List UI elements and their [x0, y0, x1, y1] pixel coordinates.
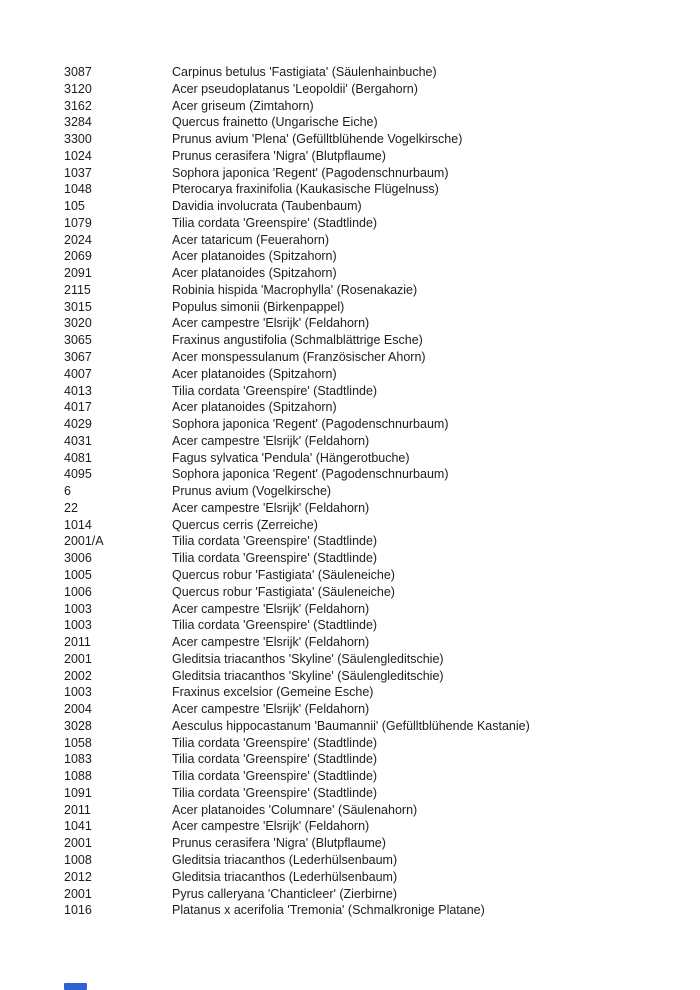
tree-id: 3284 — [64, 115, 92, 130]
tree-name: Gleditsia triacanthos (Lederhülsenbaum) — [172, 852, 398, 867]
tree-name: Sophora japonica 'Regent' (Pagodenschnurbaum) — [172, 165, 449, 180]
table-row — [64, 835, 684, 852]
table-row — [64, 198, 684, 215]
table-row — [64, 852, 684, 869]
tree-id: 2004 — [64, 702, 92, 717]
tree-id: 105 — [64, 199, 85, 214]
tree-id: 1037 — [64, 165, 92, 180]
tree-name: Acer platanoides 'Columnare' (Säulenahorn) — [172, 802, 418, 817]
tree-name: Davidia involucrata (Taubenbaum) — [172, 199, 362, 214]
table-row — [64, 165, 684, 182]
table-row — [64, 148, 684, 165]
tree-name: Quercus robur 'Fastigiata' (Säuleneiche) — [172, 584, 395, 599]
table-row — [64, 701, 684, 718]
partial-blue-element — [64, 983, 87, 990]
tree-id: 1083 — [64, 752, 92, 767]
tree-name: Fagus sylvatica 'Pendula' (Hängerotbuche) — [172, 450, 410, 465]
tree-id: 2069 — [64, 249, 92, 264]
tree-name: Acer platanoides (Spitzahorn) — [172, 400, 337, 415]
tree-id: 2001/A — [64, 534, 104, 549]
tree-id: 6 — [64, 484, 71, 499]
tree-name: Fraxinus excelsior (Gemeine Esche) — [172, 685, 374, 700]
tree-id: 1005 — [64, 567, 92, 582]
table-row — [64, 181, 684, 198]
table-row — [64, 433, 684, 450]
tree-name: Quercus robur 'Fastigiata' (Säuleneiche) — [172, 567, 395, 582]
tree-name: Acer platanoides (Spitzahorn) — [172, 249, 337, 264]
tree-id: 1014 — [64, 517, 92, 532]
table-row — [64, 500, 684, 517]
tree-id: 1091 — [64, 785, 92, 800]
tree-name: Acer tataricum (Feuerahorn) — [172, 232, 330, 247]
table-row — [64, 81, 684, 98]
tree-name: Pyrus calleryana 'Chanticleer' (Zierbirne) — [172, 886, 397, 901]
tree-id: 1024 — [64, 148, 92, 163]
table-row — [64, 584, 684, 601]
table-row — [64, 383, 684, 400]
table-row — [64, 517, 684, 534]
table-row — [64, 366, 684, 383]
tree-name: Populus simonii (Birkenpappel) — [172, 299, 345, 314]
table-row — [64, 634, 684, 651]
table-row — [64, 131, 684, 148]
table-row — [64, 98, 684, 115]
tree-id: 4013 — [64, 383, 92, 398]
tree-id: 2024 — [64, 232, 92, 247]
tree-name: Prunus avium 'Plena' (Gefülltblühende Vogelkirsche) — [172, 132, 463, 147]
table-row — [64, 617, 684, 634]
tree-id: 2012 — [64, 869, 92, 884]
table-row — [64, 114, 684, 131]
tree-id: 2001 — [64, 651, 92, 666]
table-row — [64, 601, 684, 618]
table-row — [64, 869, 684, 886]
table-row — [64, 215, 684, 232]
table-row — [64, 818, 684, 835]
tree-id: 1048 — [64, 182, 92, 197]
tree-name: Aesculus hippocastanum 'Baumannii' (Gefülltblühende Kastanie) — [172, 718, 530, 733]
tree-name: Prunus cerasifera 'Nigra' (Blutpflaume) — [172, 836, 386, 851]
tree-id: 2011 — [64, 635, 91, 650]
table-row — [64, 332, 684, 349]
tree-name: Acer griseum (Zimtahorn) — [172, 98, 314, 113]
tree-id: 1003 — [64, 685, 92, 700]
tree-name: Tilia cordata 'Greenspire' (Stadtlinde) — [172, 383, 378, 398]
tree-name: Tilia cordata 'Greenspire' (Stadtlinde) — [172, 735, 378, 750]
table-row — [64, 416, 684, 433]
tree-name: Tilia cordata 'Greenspire' (Stadtlinde) — [172, 551, 378, 566]
table-row — [64, 735, 684, 752]
table-row — [64, 668, 684, 685]
tree-id: 1058 — [64, 735, 92, 750]
table-row — [64, 718, 684, 735]
table-row — [64, 399, 684, 416]
tree-name: Gleditsia triacanthos (Lederhülsenbaum) — [172, 869, 398, 884]
tree-name: Acer campestre 'Elsrijk' (Feldahorn) — [172, 500, 370, 515]
tree-id: 1006 — [64, 584, 92, 599]
table-row — [64, 567, 684, 584]
tree-id: 1003 — [64, 618, 92, 633]
table-row — [64, 483, 684, 500]
tree-id: 2001 — [64, 886, 92, 901]
table-row — [64, 315, 684, 332]
tree-name: Acer campestre 'Elsrijk' (Feldahorn) — [172, 702, 370, 717]
tree-id: 1003 — [64, 601, 92, 616]
tree-name: Tilia cordata 'Greenspire' (Stadtlinde) — [172, 769, 378, 784]
table-row — [64, 902, 684, 919]
tree-id: 4095 — [64, 467, 92, 482]
table-row — [64, 802, 684, 819]
tree-name: Acer campestre 'Elsrijk' (Feldahorn) — [172, 601, 370, 616]
table-row — [64, 684, 684, 701]
tree-id: 4081 — [64, 450, 92, 465]
tree-id: 1016 — [64, 903, 92, 918]
table-row — [64, 248, 684, 265]
tree-id: 1079 — [64, 215, 92, 230]
table-row — [64, 232, 684, 249]
tree-name: Acer monspessulanum (Französischer Ahorn) — [172, 350, 426, 365]
tree-id: 4017 — [64, 400, 92, 415]
tree-name: Carpinus betulus 'Fastigiata' (Säulenhainbuche) — [172, 65, 437, 79]
tree-name: Platanus x acerifolia 'Tremonia' (Schmalkronige Platane) — [172, 903, 485, 918]
tree-list — [64, 64, 684, 919]
tree-name: Acer platanoides (Spitzahorn) — [172, 366, 337, 381]
tree-id: 2091 — [64, 266, 92, 281]
table-row — [64, 768, 684, 785]
tree-id: 2002 — [64, 668, 92, 683]
table-row — [64, 550, 684, 567]
tree-name: Acer campestre 'Elsrijk' (Feldahorn) — [172, 635, 370, 650]
tree-name: Prunus cerasifera 'Nigra' (Blutpflaume) — [172, 148, 386, 163]
tree-name: Quercus frainetto (Ungarische Eiche) — [172, 115, 378, 130]
tree-name: Sophora japonica 'Regent' (Pagodenschnurbaum) — [172, 417, 449, 432]
tree-id: 22 — [64, 500, 78, 515]
tree-id: 3065 — [64, 333, 92, 348]
tree-id: 1008 — [64, 852, 92, 867]
tree-name: Acer platanoides (Spitzahorn) — [172, 266, 337, 281]
table-row — [64, 265, 684, 282]
table-row — [64, 349, 684, 366]
tree-id: 3162 — [64, 98, 92, 113]
table-row — [64, 886, 684, 903]
tree-name: Tilia cordata 'Greenspire' (Stadtlinde) — [172, 534, 378, 549]
tree-name: Pterocarya fraxinifolia (Kaukasische Flügelnuss) — [172, 182, 439, 197]
tree-name: Prunus avium (Vogelkirsche) — [172, 484, 332, 499]
table-row — [64, 450, 684, 467]
table-row — [64, 651, 684, 668]
tree-id: 3067 — [64, 350, 92, 365]
tree-id: 4029 — [64, 417, 92, 432]
table-row — [64, 533, 684, 550]
tree-id: 3300 — [64, 132, 92, 147]
tree-id: 3006 — [64, 551, 92, 566]
tree-id: 3020 — [64, 316, 92, 331]
tree-id: 4007 — [64, 366, 92, 381]
tree-id: 3028 — [64, 718, 92, 733]
tree-name: Robinia hispida 'Macrophylla' (Rosenakazie) — [172, 282, 418, 297]
tree-id: 2115 — [64, 282, 91, 297]
tree-name: Tilia cordata 'Greenspire' (Stadtlinde) — [172, 752, 378, 767]
table-row — [64, 785, 684, 802]
table-row — [64, 282, 684, 299]
tree-id: 3120 — [64, 81, 92, 96]
tree-id: 1088 — [64, 769, 92, 784]
tree-name: Fraxinus angustifolia (Schmalblättrige Esche) — [172, 333, 423, 348]
tree-id: 3087 — [64, 65, 92, 79]
tree-name: Sophora japonica 'Regent' (Pagodenschnurbaum) — [172, 467, 449, 482]
tree-id: 3015 — [64, 299, 92, 314]
tree-name: Acer campestre 'Elsrijk' (Feldahorn) — [172, 316, 370, 331]
tree-name: Tilia cordata 'Greenspire' (Stadtlinde) — [172, 215, 378, 230]
tree-id: 1041 — [64, 819, 92, 834]
tree-name: Tilia cordata 'Greenspire' (Stadtlinde) — [172, 618, 378, 633]
tree-id: 2001 — [64, 836, 92, 851]
tree-name: Acer pseudoplatanus 'Leopoldii' (Bergahorn) — [172, 81, 418, 96]
tree-name: Acer campestre 'Elsrijk' (Feldahorn) — [172, 819, 370, 834]
table-row — [64, 751, 684, 768]
table-row — [64, 299, 684, 316]
tree-name: Quercus cerris (Zerreiche) — [172, 517, 318, 532]
tree-id: 4031 — [64, 433, 92, 448]
tree-name: Gleditsia triacanthos 'Skyline' (Säulengleditschie) — [172, 651, 444, 666]
table-row — [64, 64, 684, 81]
tree-name: Gleditsia triacanthos 'Skyline' (Säulengleditschie) — [172, 668, 444, 683]
tree-name: Acer campestre 'Elsrijk' (Feldahorn) — [172, 433, 370, 448]
tree-id: 2011 — [64, 802, 91, 817]
table-row — [64, 466, 684, 483]
tree-name: Tilia cordata 'Greenspire' (Stadtlinde) — [172, 785, 378, 800]
